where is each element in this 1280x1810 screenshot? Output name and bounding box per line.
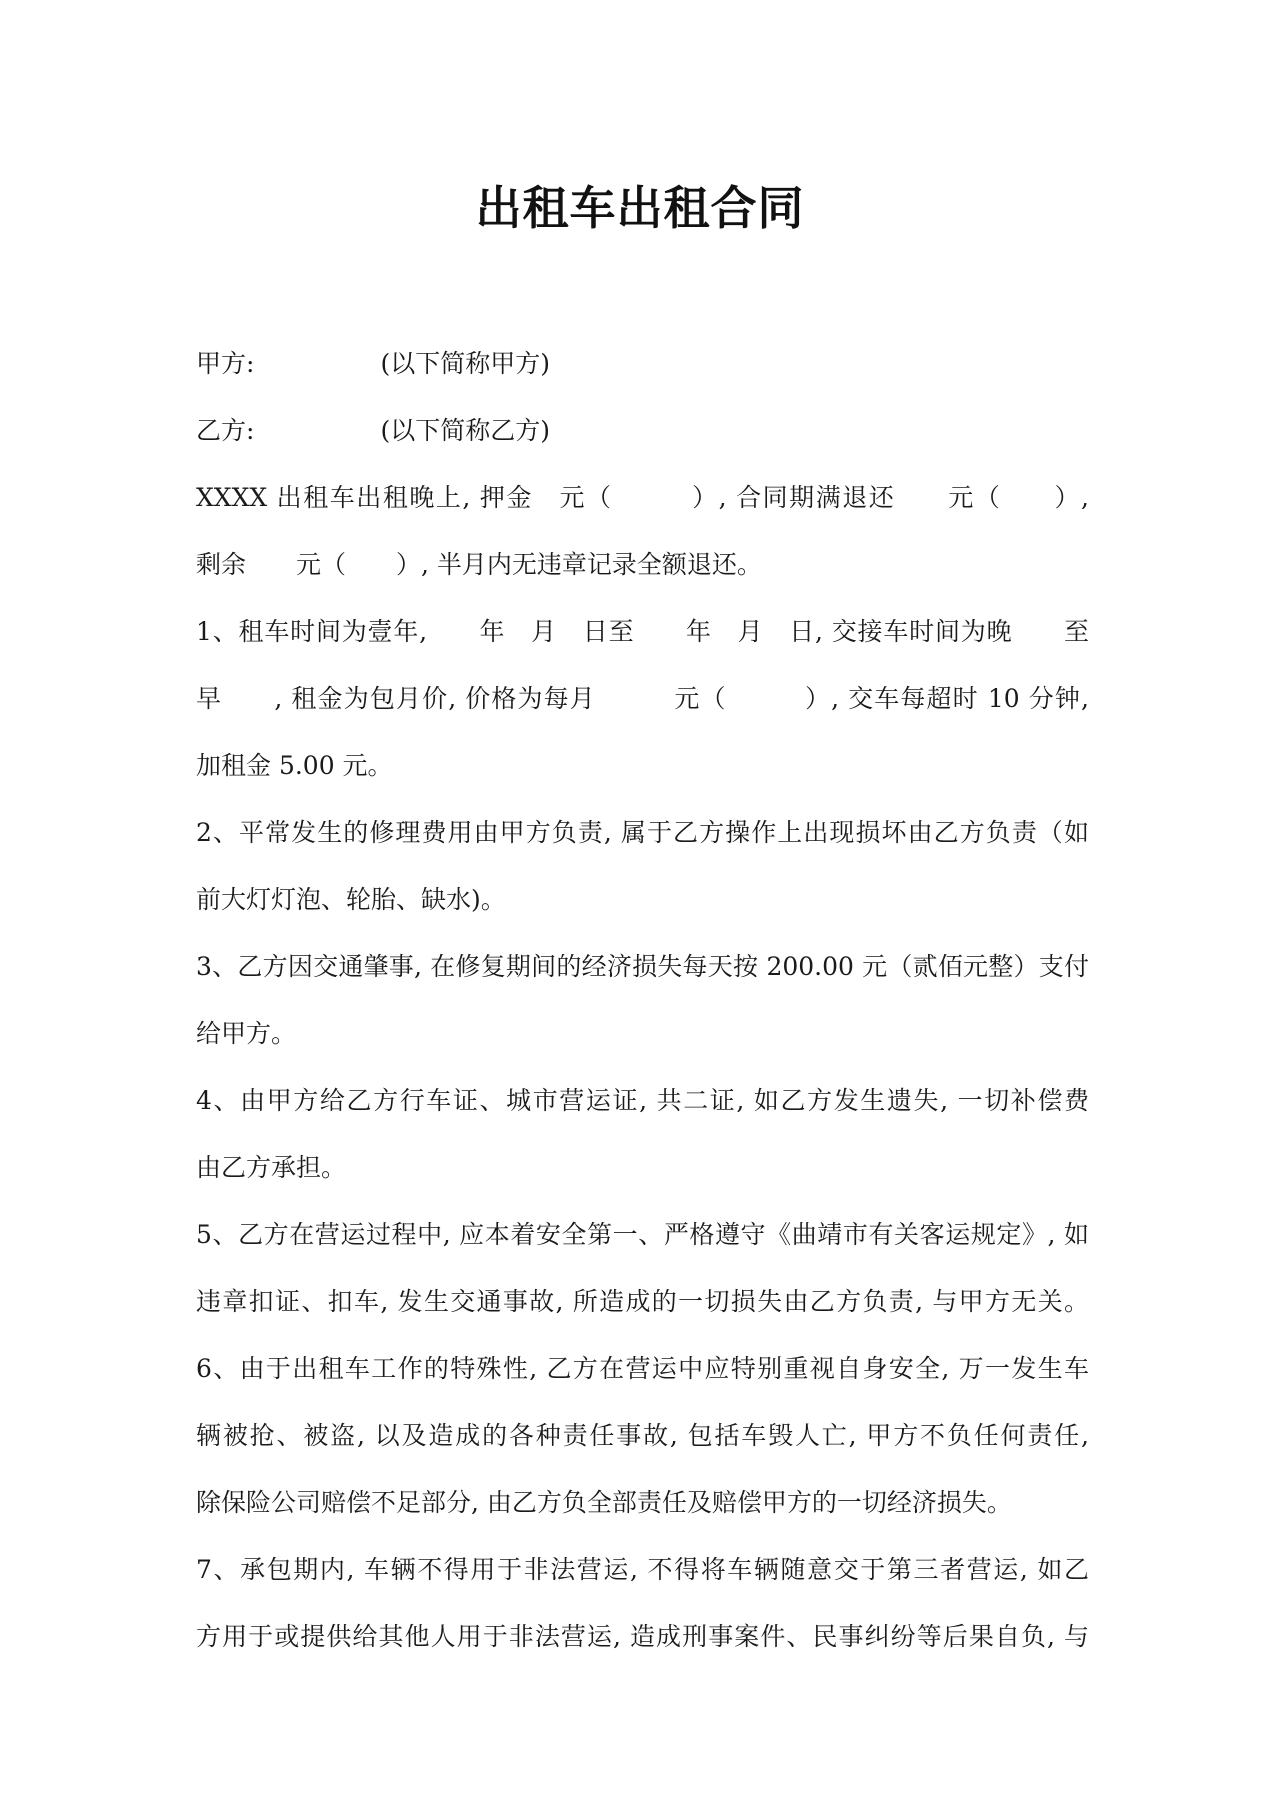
- party-b-line: [196, 397, 1089, 464]
- party-a-label: 甲方:: [196, 349, 255, 378]
- text-line: 1、租车时间为壹年, 年 月 日至 年 月 日, 交接车时间为晚 至: [196, 617, 1089, 646]
- text-line: 2、平常发生的修理费用由甲方负责, 属于乙方操作上出现损坏由乙方负责（如: [196, 818, 1089, 847]
- text-line: 由乙方承担。: [196, 1153, 347, 1182]
- text-line: 3、乙方因交通肇事, 在修复期间的经济损失每天按 200.00 元（贰佰元整）支付: [196, 952, 1089, 981]
- text-line: 4、由甲方给乙方行车证、城市营运证, 共二证, 如乙方发生遗失, 一切补偿费: [196, 1086, 1089, 1115]
- document-body: [196, 330, 1089, 1670]
- text-line: XXXX 出租车出租晚上, 押金 元（ ）, 合同期满退还 元（ ）,: [196, 483, 1089, 512]
- document-title: 出租车出租合同: [475, 181, 805, 235]
- text-line: 6、由于出租车工作的特殊性, 乙方在营运中应特别重视自身安全, 万一发生车: [196, 1354, 1089, 1383]
- party-a-note: (以下简称甲方): [380, 349, 550, 378]
- party-a-line: [196, 330, 1089, 397]
- text-line: 违章扣证、扣车, 发生交通事故, 所造成的一切损失由乙方负责, 与甲方无关。: [196, 1287, 1089, 1316]
- text-line: 7、承包期内, 车辆不得用于非法营运, 不得将车辆随意交于第三者营运, 如乙: [196, 1555, 1089, 1584]
- text-line: 剩余 元（ ）, 半月内无违章记录全额退还。: [196, 550, 762, 579]
- party-b-label: 乙方:: [196, 416, 255, 445]
- party-b-note: (以下简称乙方): [380, 416, 550, 445]
- text-line: 辆被抢、被盗, 以及造成的各种责任事故, 包括车毁人亡, 甲方不负任何责任,: [196, 1421, 1089, 1450]
- text-line: 加租金 5.00 元。: [196, 751, 393, 780]
- text-line: 除保险公司赔偿不足部分, 由乙方负全部责任及赔偿甲方的一切经济损失。: [196, 1488, 1012, 1517]
- text-line: 5、乙方在营运过程中, 应本着安全第一、严格遵守《曲靖市有关客运规定》, 如: [196, 1220, 1089, 1249]
- text-line: 早 , 租金为包月价, 价格为每月 元（ ）, 交车每超时 10 分钟,: [196, 684, 1089, 713]
- text-line: 前大灯灯泡、轮胎、缺水)。: [196, 885, 506, 914]
- text-line: 方用于或提供给其他人用于非法营运, 造成刑事案件、民事纠纷等后果自负, 与: [196, 1622, 1089, 1651]
- text-line: 给甲方。: [196, 1019, 297, 1048]
